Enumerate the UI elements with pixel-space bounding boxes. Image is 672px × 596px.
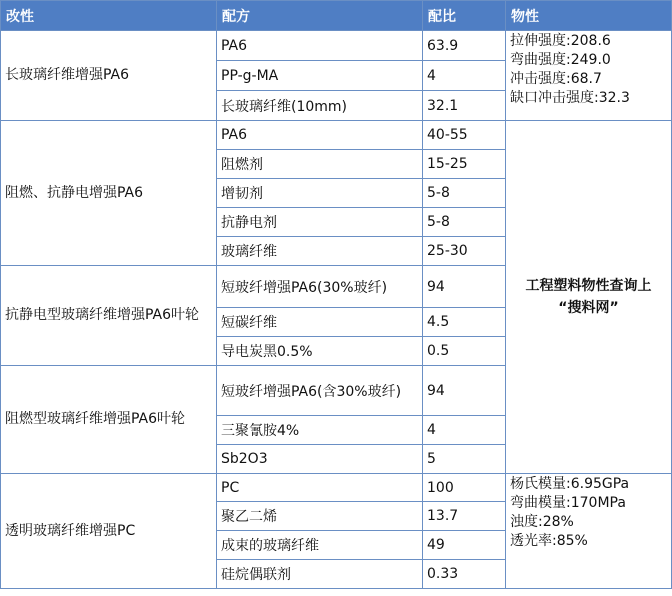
- property-line: 浊度:28%: [510, 514, 574, 530]
- property-line: 透光率:85%: [510, 533, 588, 549]
- formula-cell: 玻璃纤维: [217, 237, 423, 266]
- formula-cell: 三聚氰胺4%: [217, 416, 423, 445]
- table-row: [1, 474, 672, 502]
- ratio-cell: 94: [423, 366, 506, 416]
- ratio-cell: 5-8: [423, 208, 506, 237]
- header-modification: 改性: [1, 1, 217, 31]
- formula-cell: PA6: [217, 31, 423, 61]
- header-formula: 配方: [217, 1, 423, 31]
- property-line: 杨氏模量:6.95GPa: [510, 476, 630, 492]
- ratio-cell: 100: [423, 474, 506, 502]
- property-line: 弯曲模量:170MPa: [510, 495, 626, 511]
- promo-text: [526, 275, 652, 319]
- formula-cell: 硅烷偶联剂: [217, 560, 423, 589]
- property-line: 缺口冲击强度:32.3: [510, 90, 630, 106]
- formula-cell: 短玻纤增强PA6(含30%玻纤): [217, 366, 423, 416]
- modification-cell: 长玻璃纤维增强PA6: [1, 31, 217, 121]
- formula-cell: PC: [217, 474, 423, 502]
- header-properties: 物性: [506, 1, 672, 31]
- ratio-cell: 63.9: [423, 31, 506, 61]
- properties-cell: [506, 31, 672, 121]
- modification-cell: 阻燃型玻璃纤维增强PA6叶轮: [1, 366, 217, 474]
- ratio-cell: 94: [423, 266, 506, 308]
- modification-cell: 透明玻璃纤维增强PC: [1, 474, 217, 589]
- formula-cell: 长玻璃纤维(10mm): [217, 91, 423, 121]
- formula-cell: PP-g-MA: [217, 61, 423, 91]
- header-ratio: 配比: [423, 1, 506, 31]
- ratio-cell: 4: [423, 61, 506, 91]
- ratio-cell: 5: [423, 445, 506, 474]
- ratio-cell: 40-55: [423, 121, 506, 150]
- ratio-cell: 25-30: [423, 237, 506, 266]
- modification-cell: 阻燃、抗静电增强PA6: [1, 121, 217, 266]
- formula-cell: 抗静电剂: [217, 208, 423, 237]
- formula-cell: 阻燃剂: [217, 150, 423, 179]
- formula-cell: 聚乙二烯: [217, 502, 423, 531]
- formula-cell: 短碳纤维: [217, 308, 423, 337]
- formula-cell: PA6: [217, 121, 423, 150]
- formula-cell: 导电炭黑0.5%: [217, 337, 423, 366]
- ratio-cell: 4.5: [423, 308, 506, 337]
- table-row: [1, 121, 672, 150]
- ratio-cell: 4: [423, 416, 506, 445]
- ratio-cell: 13.7: [423, 502, 506, 531]
- promo-cell: [506, 121, 672, 474]
- ratio-cell: 0.5: [423, 337, 506, 366]
- property-line: 冲击强度:68.7: [510, 71, 602, 87]
- property-line: 拉伸强度:208.6: [510, 33, 611, 49]
- ratio-cell: 49: [423, 531, 506, 560]
- promo-line-2: “搜料网”: [558, 300, 619, 316]
- promo-line-1: 工程塑料物性查询上: [525, 278, 652, 294]
- property-line: 弯曲强度:249.0: [510, 52, 611, 68]
- properties-cell: [506, 474, 672, 589]
- formula-cell: Sb2O3: [217, 445, 423, 474]
- ratio-cell: 5-8: [423, 179, 506, 208]
- modification-cell: 抗静电型玻璃纤维增强PA6叶轮: [1, 266, 217, 366]
- table-row: [1, 31, 672, 61]
- formula-cell: 增韧剂: [217, 179, 423, 208]
- formula-cell: 成束的玻璃纤维: [217, 531, 423, 560]
- ratio-cell: 32.1: [423, 91, 506, 121]
- header-row: [1, 1, 672, 31]
- formula-cell: 短玻纤增强PA6(30%玻纤): [217, 266, 423, 308]
- ratio-cell: 0.33: [423, 560, 506, 589]
- ratio-cell: 15-25: [423, 150, 506, 179]
